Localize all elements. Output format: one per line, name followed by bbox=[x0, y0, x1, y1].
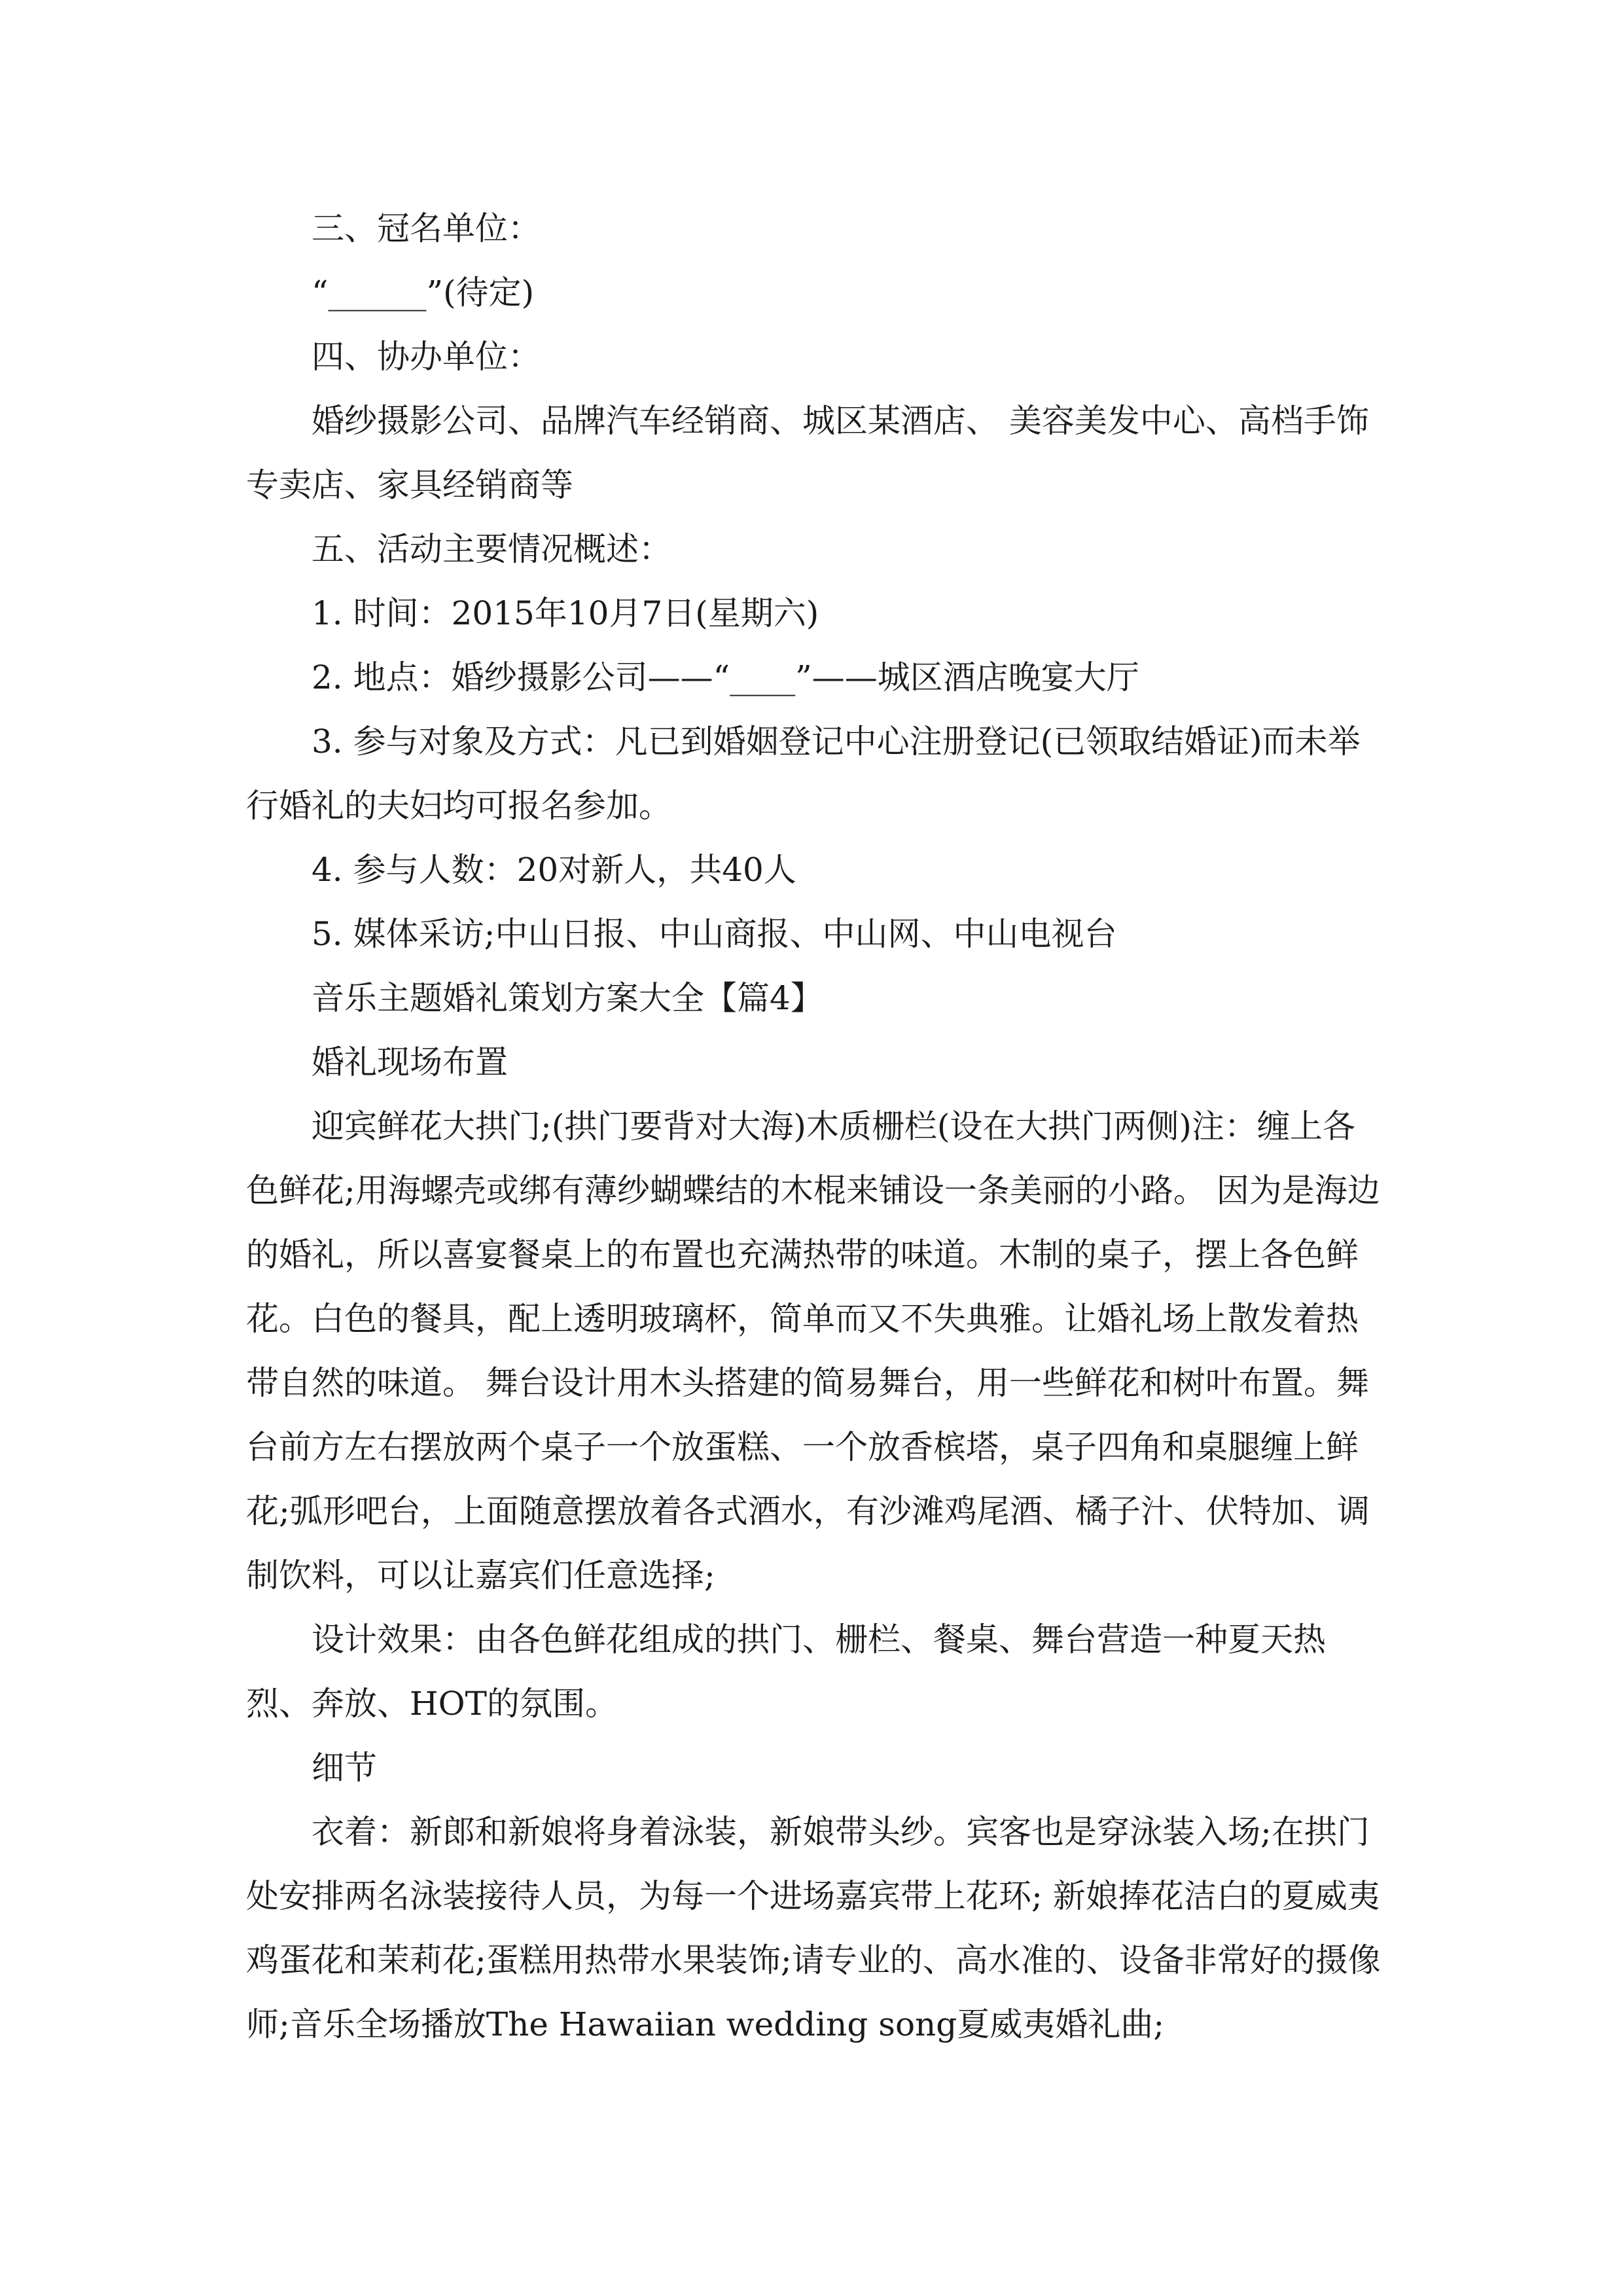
layout-section-effect: 设计效果：由各色鲜花组成的拱门、栅栏、餐桌、舞台营造一种夏天热烈、奔放、HOT的氛围。 bbox=[246, 1621, 1326, 1723]
section-4-title: 四、协办单位： bbox=[312, 338, 541, 376]
layout-section-body: 迎宾鲜花大拱门;(拱门要背对大海)木质栅栏(设在大拱门两侧)注：缠上各色鲜花;用海螺壳或绑有薄纱蝴蝶结的木棍来铺设一条美丽的小路。 因为是海边的婚礼，所以喜宴餐桌上的布置也充满热带的味道。木制的桌子，摆上各色鲜花。白色的餐具，配上透明玻璃杯，简单而又不失典雅。让婚礼场上散发着热带自然的味道。 舞台设计用木头搭建的简易舞台，用一些鲜花和树叶布置。舞台前方左右摆放两个桌子一个放蛋糕、一个放香槟塔，桌子四角和桌腿缠上鲜花;弧形吧台，上面随意摆放着各式酒水，有沙滩鸡尾酒、橘子汁、伏特加、调制饮料，可以让嘉宾们任意选择; bbox=[246, 1107, 1380, 1594]
section-5-item-3: 3. 参与对象及方式：凡已到婚姻登记中心注册登记(已领取结婚证)而未举行婚礼的夫妇均可报名参加。 bbox=[246, 723, 1361, 825]
section-5-item-5: 5. 媒体采访;中山日报、中山商报、中山网、中山电视台 bbox=[312, 915, 1117, 953]
section-3-value: “______”(待定) bbox=[312, 274, 535, 312]
document-body bbox=[246, 196, 1385, 2056]
details-section-body: 衣着：新郎和新娘将身着泳装，新娘带头纱。宾客也是穿泳装入场;在拱门处安排两名泳装接待人员，为每一个进场嘉宾带上花环; 新娘捧花洁白的夏威夷鸡蛋花和茉莉花;蛋糕用热带水果装饰;请专业的、高水准的、设备非常好的摄像师;音乐全场播放The Hawaiian wedding song夏威夷婚礼曲; bbox=[246, 1813, 1381, 2043]
section-3-title: 三、冠名单位： bbox=[312, 209, 541, 247]
article-title: 音乐主题婚礼策划方案大全【篇4】 bbox=[312, 979, 823, 1017]
section-5-title: 五、活动主要情况概述： bbox=[312, 530, 671, 568]
section-4-body: 婚纱摄影公司、品牌汽车经销商、城区某酒店、 美容美发中心、高档手饰专卖店、家具经销商等 bbox=[246, 402, 1369, 504]
section-5-item-2: 2. 地点：婚纱摄影公司——“____”——城区酒店晚宴大厅 bbox=[312, 658, 1139, 696]
layout-section-title: 婚礼现场布置 bbox=[312, 1043, 508, 1081]
details-section-title: 细节 bbox=[312, 1749, 377, 1787]
section-5-item-4: 4. 参与人数：20对新人，共40人 bbox=[312, 851, 796, 889]
section-5-item-1: 1. 时间：2015年10月7日(星期六) bbox=[312, 594, 819, 632]
